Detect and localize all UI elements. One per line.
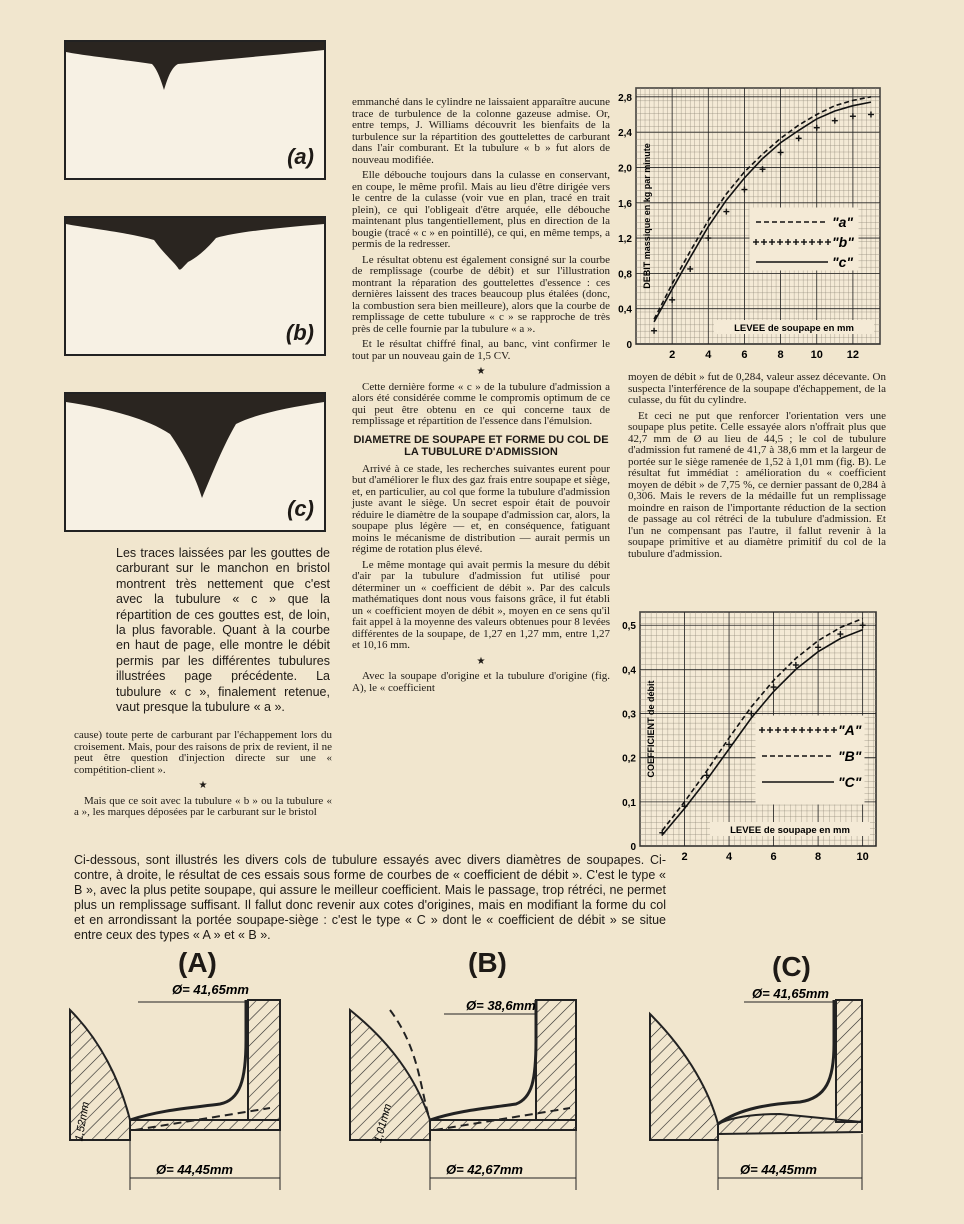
y-axis-label: COEFFICIENT de débit <box>646 680 656 778</box>
figure-b-top-dimension: Ø= 38,6mm <box>466 998 536 1013</box>
figure-c-bottom-dimension: Ø= 44,45mm <box>740 1162 817 1177</box>
valve-seat-figure-a <box>60 980 300 1210</box>
legend-label: "A" <box>838 722 862 738</box>
photo-c-label: (c) <box>287 496 314 521</box>
x-tick-label: 10 <box>810 349 823 361</box>
y-tick-label: 2,0 <box>618 163 632 175</box>
col1-paragraph-2: Mais que ce soit avec la tubulure « b » ou la tubulure « a », les marques déposées par le carburant sur le bristol <box>74 794 332 818</box>
col3-paragraph-1: moyen de débit » fut de 0,284, valeur assez décevante. On suspecta l'interférence de la soupape d'échappement, de la culasse, du fût du cylindre. <box>628 371 886 406</box>
legend-label: "c" <box>832 254 854 270</box>
valve-seat-figure-c <box>640 984 890 1210</box>
figure-b-label: (B) <box>468 947 507 978</box>
separator-star: ★ <box>476 655 486 667</box>
column-2 <box>352 97 610 698</box>
x-tick-label: 12 <box>846 349 860 361</box>
column-3 <box>628 372 886 564</box>
spray-trace-a <box>66 42 324 178</box>
photo-a <box>64 40 326 180</box>
y-tick-label: 1,2 <box>618 234 632 246</box>
y-tick-label: 0 <box>626 340 632 351</box>
y-tick-label: 2,8 <box>618 92 632 104</box>
y-tick-label: 0,8 <box>618 269 632 281</box>
y-tick-label: 0,3 <box>622 709 636 721</box>
col2-paragraph-7: Le même montage qui avait permis la mesure du débit d'air par la tubulure d'admission fut utilisé pour déterminer un « coefficient de débit ». Par des calculs mathématiques dont nous vous faisons grâce, il fut établi un « coefficient moyen de débit », moyen en ce sens qu'il fait appel à la moyenne des valeurs obtenues pour 8 levées différentes de la soupape, de 1,27 en 1,27 mm, entre 1,27 et 10,16 mm. <box>352 558 610 651</box>
figure-b-seat-width: 1,01mm <box>372 1102 395 1145</box>
photo-a-label: (a) <box>287 144 314 169</box>
y-tick-label: 0,4 <box>622 665 636 677</box>
x-tick-label: 10 <box>856 851 869 863</box>
section-heading: DIAMETRE DE SOUPAPE ET FORME DU COL DE LA TUBULURE D'ADMISSION <box>353 433 609 458</box>
col2-paragraph-4: Et le résultat chiffré final, au banc, vint confirmer le tout par un nouveau gain de 1,5 CV. <box>352 338 610 362</box>
figure-a-bottom-dimension: Ø= 44,45mm <box>156 1162 233 1177</box>
col2-paragraph-3: Le résultat obtenu est également consigné sur la courbe de remplissage (courbe de débit) et sur l'illustration montrant la réparation des gouttelettes d'essence : ces dernières laissent des traces beaucoup plus étalées (donc, la combustion sera bien meilleure), alors que la courbe de remplissage de cette tubulure « c » se rapproche de très près de celle fournie par la tubulure « a ». <box>352 253 610 335</box>
legend-label: "C" <box>838 774 862 790</box>
legend-label: "a" <box>832 214 854 230</box>
x-tick-label: 2 <box>681 851 688 863</box>
col2-paragraph-1: emmanché dans le cylindre ne laissaient apparaître aucune trace de turbulence de la colonne gazeuse admise. Or, entre temps, J. Williams découvrit les bienfaits de la turbulence sur la répartition des gouttelettes de carburant dans l'air comburant. Et la tubulure « b » fut alors de nouveau modifiée. <box>352 96 610 166</box>
figure-a-top-dimension: Ø= 41,65mm <box>172 982 249 997</box>
figure-a-label: (A) <box>178 947 217 978</box>
flow-coefficient-chart <box>610 604 886 870</box>
x-tick-label: 6 <box>741 349 748 361</box>
figure-c-top-dimension: Ø= 41,65mm <box>752 986 829 1001</box>
legend-label: "B" <box>838 748 862 764</box>
x-tick-label: 4 <box>725 851 733 863</box>
column-1-bottom <box>74 730 332 823</box>
x-tick-label: 4 <box>705 349 712 361</box>
spray-trace-c <box>66 394 324 530</box>
y-tick-label: 2,4 <box>618 128 632 140</box>
col2-paragraph-6: Arrivé à ce stade, les recherches suivantes eurent pour but d'améliorer le flux des gaz frais entre soupape et siège, et, en particulier, au col que forme la tubulure d'admission juste avant le siège. Un secret espoir était de pouvoir réduire le diamètre de la soupape d'admission car, alors, la soupape plus légère — et, en conséquence, fatiguant moins le mécanisme de distribution — aurait permis un régime de rotation plus élevé. <box>352 462 610 555</box>
figure-c-label: (C) <box>772 951 811 982</box>
photo-b <box>64 216 326 356</box>
col2-paragraph-5: Cette dernière forme « c » de la tubulure d'admission a alors été considérée comme le compromis optimum de ce qui peut être obtenu en ce qui concerne taux de remplissage et répartition de l'essence dans l'émulsion. <box>352 380 610 427</box>
y-tick-label: 1,6 <box>618 198 632 210</box>
flow-rate-chart <box>610 80 886 370</box>
y-tick-label: 0,2 <box>622 753 636 765</box>
photo-c <box>64 392 326 532</box>
separator-star: ★ <box>476 366 486 377</box>
legend-label: "b" <box>832 234 854 250</box>
photo-b-label: (b) <box>285 320 314 345</box>
x-tick-label: 8 <box>777 349 784 361</box>
y-axis-label: DEBIT massique en kg par minute <box>642 143 652 289</box>
col3-paragraph-2: Et ceci ne put que renforcer l'orientation vers une soupape plus petite. Celle essayée alors n'offrait plus que 42,7 mm de Ø au lieu de 44,5 ; le col de tubulure d'admission fut ramené de 41,7 à 38,6 mm et la largeur de portée sur le siège ramenée de 1,52 à 1,01 mm (fig. B). Le résultat fut immédiat : amélioration du « coefficient moyen de débit » de 7,75 %, ce dernier passant de 0,284 à 0,306. Mais le revers de la médaille fut un remplissage moindre en raison de l'importante réduction de la section de passage au col rétréci de la tubulure d'admission. Et l'un ne compensant pas l'autre, il fallut revenir à la soupape primitive et au diamètre primitif du col de la tubulure d'admission. <box>628 409 886 560</box>
x-axis-label: LEVEE de soupape en mm <box>730 825 850 836</box>
photo-caption: Les traces laissées par les gouttes de carburant sur le manchon en bristol montrent très nettement que c'est avec la tubulure « c » que la répartition de ces gouttes est, de loin, la plus favorable. Quant à la courbe en haut de page, elle montre le débit permis par les différentes tubulures illustrées page précédente. La tubulure « c », finalement retenue, vaut presque la tubulure « a ». <box>116 546 330 715</box>
x-tick-label: 8 <box>815 851 822 863</box>
x-tick-label: 6 <box>770 851 777 863</box>
valve-seat-figure-b <box>340 980 600 1210</box>
x-tick-label: 2 <box>669 349 676 361</box>
figure-b-bottom-dimension: Ø= 42,67mm <box>446 1162 523 1177</box>
y-tick-label: 0,4 <box>618 304 632 316</box>
col2-paragraph-2: Elle débouche toujours dans la culasse en conservant, en coupe, le même profil. Mais au lieu d'être dirigée vers le centre de la culasse (voir vue en plan, tracé en trait plein), ce qui l'obligeait d'être arquée, elle débouche maintenant plus tangentiellement, plus en direction de la bougie (tracé « c » en pointillé), ce qui, en même temps, a permis de la redresser. <box>352 169 610 250</box>
y-tick-label: 0,1 <box>622 797 636 809</box>
col1-paragraph-1: cause) toute perte de carburant par l'échappement lors du croisement. Mais, pour des raisons de prix de revient, il ne peut être question d'injection directe sur une « compétition-client ». <box>74 729 332 776</box>
y-tick-label: 0,5 <box>622 621 636 633</box>
col2-paragraph-8: Avec la soupape d'origine et la tubulure d'origine (fig. A), le « coefficient <box>352 670 610 694</box>
figure-a-seat-width: 1,52mm <box>73 1100 92 1143</box>
figure-caption: Ci-dessous, sont illustrés les divers cols de tubulure essayés avec divers diamètres de soupapes. Ci-contre, à droite, le résultat de ces essais sous forme de courbes de « coefficient de débit ». C'est le type « B », avec la plus petite soupape, qui assure le meilleur coefficient. Mais le passage, trop rétréci, ne permet plus un remplissage suffisant. Il fallut donc revenir aux cotes d'origines, mais en modifiant la forme du col et en arrondissant la portée soupape-siège : c'est le type « C » dont le « coefficient de débit » se situe entre ceux des types « A » et « B ». <box>74 853 666 942</box>
y-tick-label: 0 <box>630 842 636 853</box>
x-axis-label: LEVEE de soupape en mm <box>734 323 854 334</box>
separator-star: ★ <box>198 780 208 791</box>
